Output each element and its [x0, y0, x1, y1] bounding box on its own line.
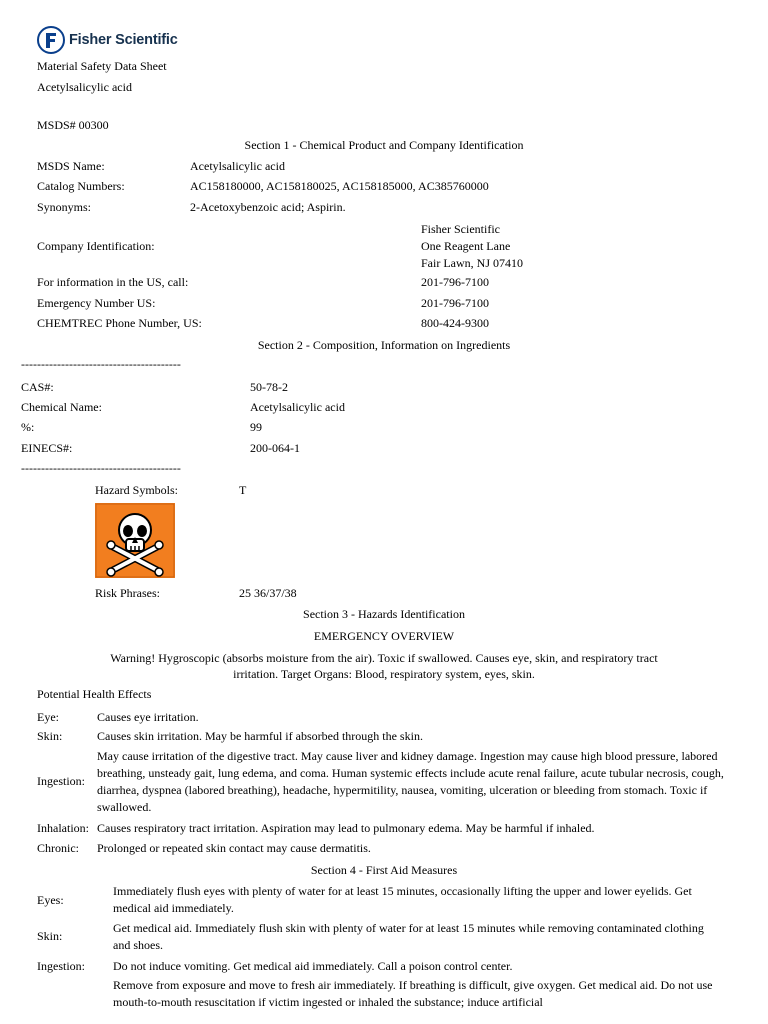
synonyms-label: Synonyms:: [37, 200, 92, 214]
emergency-overview-line-2: irritation. Target Organs: Blood, respiratory system, eyes, skin.: [233, 667, 535, 681]
company-city: Fair Lawn, NJ 07410: [421, 256, 523, 270]
first-aid-eyes-text: Immediately flush eyes with plenty of water for at least 15 minutes, occasionally lifting the upper and lower eyelids. Get medical aid immediately.: [113, 884, 692, 915]
divider-bottom: ----------------------------------------: [21, 461, 181, 475]
emergency-phone-value: 201-796-7100: [421, 296, 489, 310]
cas-value: 50-78-2: [250, 380, 288, 394]
msds-name-value: Acetylsalicylic acid: [190, 159, 285, 173]
emergency-phone-label: Emergency Number US:: [37, 296, 156, 310]
cas-label: CAS#:: [21, 380, 54, 394]
info-phone-value: 201-796-7100: [421, 275, 489, 289]
section-4-title: Section 4 - First Aid Measures: [310, 863, 458, 877]
logo-text: Fisher Scientific: [69, 32, 178, 48]
catalog-numbers-label: Catalog Numbers:: [37, 179, 125, 193]
chronic-label: Chronic:: [37, 841, 79, 855]
divider-top: ----------------------------------------: [21, 357, 181, 371]
chemical-name-label: Chemical Name:: [21, 400, 102, 414]
info-phone-label: For information in the US, call:: [37, 275, 189, 289]
catalog-numbers-value: AC158180000, AC158180025, AC158185000, AC385760000: [190, 179, 489, 193]
skull-crossbones-icon: [95, 503, 175, 578]
company-street: One Reagent Lane: [421, 239, 511, 253]
hazard-symbols-label: Hazard Symbols:: [95, 483, 178, 497]
health-effects-title: Potential Health Effects: [37, 687, 152, 701]
first-aid-skin-text: Get medical aid. Immediately flush skin with plenty of water for at least 15 minutes while removing contaminated clothing and shoes.: [113, 921, 704, 952]
hazard-symbols-value: T: [239, 483, 247, 497]
first-aid-ingestion-label: Ingestion:: [37, 959, 85, 973]
emergency-overview-title: EMERGENCY OVERVIEW: [313, 629, 455, 643]
first-aid-eyes-label: Eyes:: [37, 893, 64, 907]
percent-label: %:: [21, 420, 35, 434]
first-aid-ingestion-text: Do not induce vomiting. Get medical aid immediately. Call a poison control center.: [113, 959, 513, 973]
document-type: Material Safety Data Sheet: [37, 59, 167, 73]
eye-text: Causes eye irritation.: [97, 710, 199, 724]
section-3-title: Section 3 - Hazards Identification: [303, 607, 465, 621]
einecs-label: EINECS#:: [21, 441, 73, 455]
emergency-overview-line-1: Warning! Hygroscopic (absorbs moisture from the air). Toxic if swallowed. Causes eye, skin, and respiratory tract: [110, 651, 658, 665]
msds-number: MSDS# 00300: [37, 118, 109, 132]
chemtrec-phone-label: CHEMTREC Phone Number, US:: [37, 316, 202, 330]
risk-phrases-value: 25 36/37/38: [239, 586, 297, 600]
chemical-name-value: Acetylsalicylic acid: [250, 400, 345, 414]
section-1-title: Section 1 - Chemical Product and Company Identification: [244, 138, 524, 152]
chronic-text: Prolonged or repeated skin contact may cause dermatitis.: [97, 841, 371, 855]
first-aid-skin-label: Skin:: [37, 929, 63, 943]
fisher-scientific-logo: [37, 25, 197, 55]
ingestion-label: Ingestion:: [37, 774, 85, 788]
eye-label: Eye:: [37, 710, 59, 724]
company-name: Fisher Scientific: [421, 222, 500, 236]
einecs-value: 200-064-1: [250, 441, 300, 455]
risk-phrases-label: Risk Phrases:: [95, 586, 161, 600]
chemtrec-phone-value: 800-424-9300: [421, 316, 489, 330]
ingestion-text: May cause irritation of the digestive tract. May cause liver and kidney damage. Ingestion may cause high blood pressure, labored breathing, unsteady gait, lung edema, and coma. Human systemic effects include acute renal failure, acute tubular necrosis, cough, diarrhea, dyspnea (labored breathing), headache, hypermitility, nausea, vomiting, ulceration or bleeding from stomach. Toxic if swallowed.: [97, 749, 724, 814]
msds-name-label: MSDS Name:: [37, 159, 105, 173]
product-name: Acetylsalicylic acid: [37, 80, 132, 94]
skin-label: Skin:: [37, 729, 63, 743]
company-identification-label: Company Identification:: [37, 239, 155, 253]
section-2-title: Section 2 - Composition, Information on Ingredients: [257, 338, 511, 352]
percent-value: 99: [250, 420, 262, 434]
logo-f-icon: [37, 26, 65, 54]
first-aid-inhalation-text: Remove from exposure and move to fresh air immediately. If breathing is difficult, give oxygen. Get medical aid. Do not use mouth-to-mouth resuscitation if victim ingested or inhaled the substance; induce artificial: [113, 978, 713, 1009]
skin-text: Causes skin irritation. May be harmful if absorbed through the skin.: [97, 729, 423, 743]
inhalation-label: Inhalation:: [37, 821, 89, 835]
inhalation-text: Causes respiratory tract irritation. Aspiration may lead to pulmonary edema. May be harmful if inhaled.: [97, 821, 595, 835]
synonyms-value: 2-Acetoxybenzoic acid; Aspirin.: [190, 200, 346, 214]
